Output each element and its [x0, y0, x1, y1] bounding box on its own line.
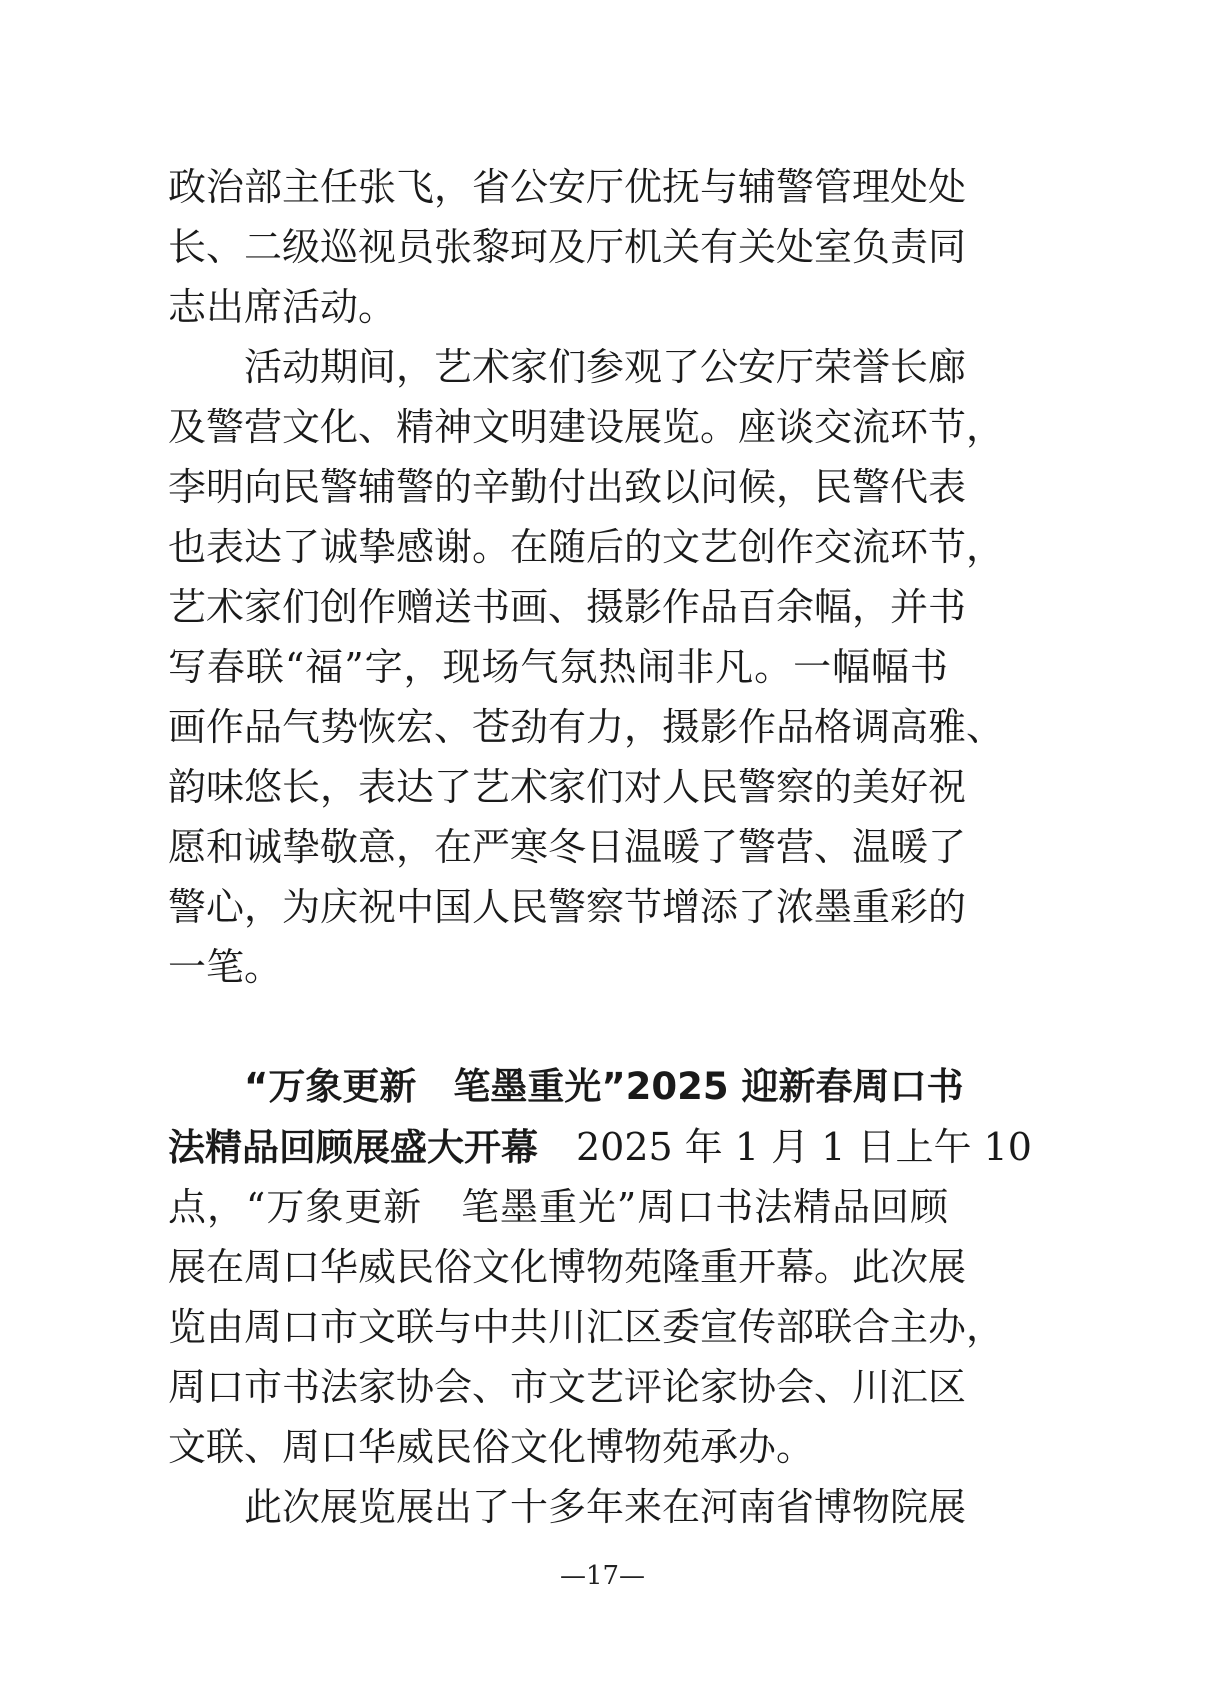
section-heading: “万象更新 笔墨重光”2025 迎新春周口书: [244, 1065, 964, 1108]
body-text-line: 文联、周口华威民俗文化博物苑承办。: [168, 1425, 815, 1469]
body-text-line: 艺术家们创作赠送书画、摄影作品百余幅，并书: [168, 585, 967, 629]
body-text-inline: 2025 年 1 月 1 日上午 10: [538, 1125, 1032, 1169]
body-text-line: 及警营文化、精神文明建设展览。座谈交流环节，: [168, 405, 1005, 449]
body-text-line: 政治部主任张飞，省公安厅优抚与辅警管理处处: [168, 165, 967, 209]
body-text-line: 活动期间，艺术家们参观了公安厅荣誉长廊: [244, 345, 967, 389]
section-heading-continued: 法精品回顾展盛大开幕: [168, 1126, 538, 1169]
body-text-line: 愿和诚挚敬意，在严寒冬日温暖了警营、温暖了: [168, 825, 967, 869]
body-text-line: 点，“万象更新 笔墨重光”周口书法精品回顾: [168, 1185, 948, 1229]
body-text-line: 一笔。: [168, 945, 283, 989]
body-text-line: 长、二级巡视员张黎珂及厅机关有关处室负责同: [168, 225, 967, 269]
body-text-line: 李明向民警辅警的辛勤付出致以问候，民警代表: [168, 465, 967, 509]
section-heading-line-2: [168, 1117, 1032, 1177]
body-text-line: 展在周口华威民俗文化博物苑隆重开幕。此次展: [168, 1245, 967, 1289]
body-text-line: 志出席活动。: [168, 285, 397, 329]
body-text-line: 也表达了诚挚感谢。在随后的文艺创作交流环节，: [168, 525, 1005, 569]
body-text-line: 警心，为庆祝中国人民警察节增添了浓墨重彩的: [168, 885, 967, 929]
body-text-line: 览由周口市文联与中共川汇区委宣传部联合主办，: [168, 1305, 1005, 1349]
body-text-line: 韵味悠长，表达了艺术家们对人民警察的美好祝: [168, 765, 967, 809]
page-number: —17—: [559, 1561, 646, 1591]
body-text-line: 周口市书法家协会、市文艺评论家协会、川汇区: [168, 1365, 967, 1409]
body-text-line: 画作品气势恢宏、苍劲有力，摄影作品格调高雅、: [168, 705, 1005, 749]
body-text-line: 此次展览展出了十多年来在河南省博物院展: [244, 1485, 967, 1529]
body-text-line: 写春联“福”字，现场气氛热闹非凡。一幅幅书: [168, 645, 948, 689]
